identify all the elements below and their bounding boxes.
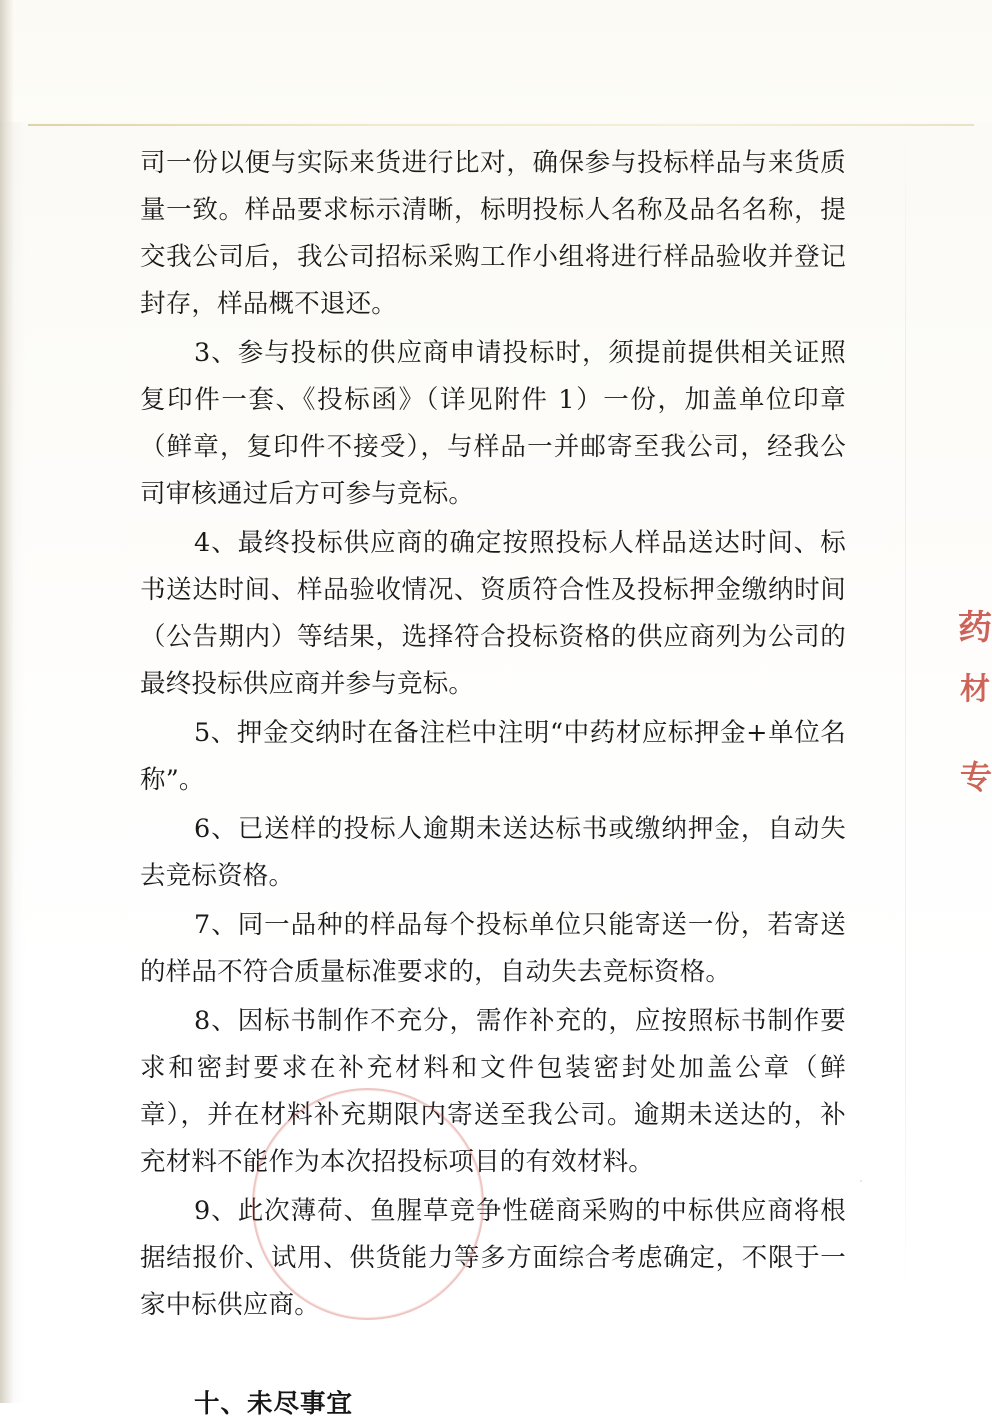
seal-fragment-icon-2: 材: [960, 672, 988, 707]
paragraph-item-9: 9、此次薄荷、鱼腥草竞争性磋商采购的中标供应商将根据结报价、试用、供货能力等多方面综合考虑确定，不限于一家中标供应商。: [140, 1196, 846, 1320]
paragraph-item-8: 8、因标书制作不充分，需作补充的，应按照标书制作要求和密封要求在补充材料和文件包装密封处加盖公章（鲜章），并在材料补充期限内寄送至我公司。逾期未送达的，补充材料不能作为本次招投标项目的有效材料。: [140, 1006, 846, 1177]
paper-speck: [300, 960, 302, 962]
page-top-margin: [0, 0, 992, 122]
seal-fragment-icon-1: 药: [958, 608, 990, 648]
page-fold-line: [905, 126, 906, 1306]
paragraph-continued: 司一份以便与实际来货进行比对，确保参与投标样品与来货质量一致。样品要求标示清晰，标明投标人名称及品名名称，提交我公司后，我公司招标采购工作小组将进行样品验收并登记封存，样品概不退还。: [140, 148, 846, 319]
section-heading-ten: 十、未尽事宜: [194, 1389, 354, 1419]
paragraph-item-6: 6、已送样的投标人逾期未送达标书或缴纳押金，自动失去竞标资格。: [140, 814, 846, 891]
scan-edge-shadow: [0, 0, 14, 1403]
paper-speck: [860, 1180, 862, 1182]
paragraph-item-7: 7、同一品种的样品每个投标单位只能寄送一份，若寄送的样品不符合质量标准要求的，自动失去竞标资格。: [140, 910, 846, 987]
document-body: [140, 140, 846, 1428]
header-rule: [28, 124, 974, 126]
paragraph-item-4: 4、最终投标供应商的确定按照投标人样品送达时间、标书送达时间、样品验收情况、资质符合性及投标押金缴纳时间（公告期内）等结果，选择符合投标资格的供应商列为公司的最终投标供应商并参与竞标。: [140, 528, 846, 699]
paragraph-item-5: 5、押金交纳时在备注栏中注明“中药材应标押金+单位名称”。: [140, 718, 846, 795]
paper-speck: [690, 430, 693, 433]
paragraph-item-3: 3、参与投标的供应商申请投标时，须提前提供相关证照复印件一套、《投标函》（详见附件 1）一份，加盖单位印章（鲜章，复印件不接受），与样品一并邮寄至我公司，经我公司审核通过后方可参与竞标。: [140, 338, 846, 509]
seal-fragment-icon-3: 专: [959, 758, 990, 796]
